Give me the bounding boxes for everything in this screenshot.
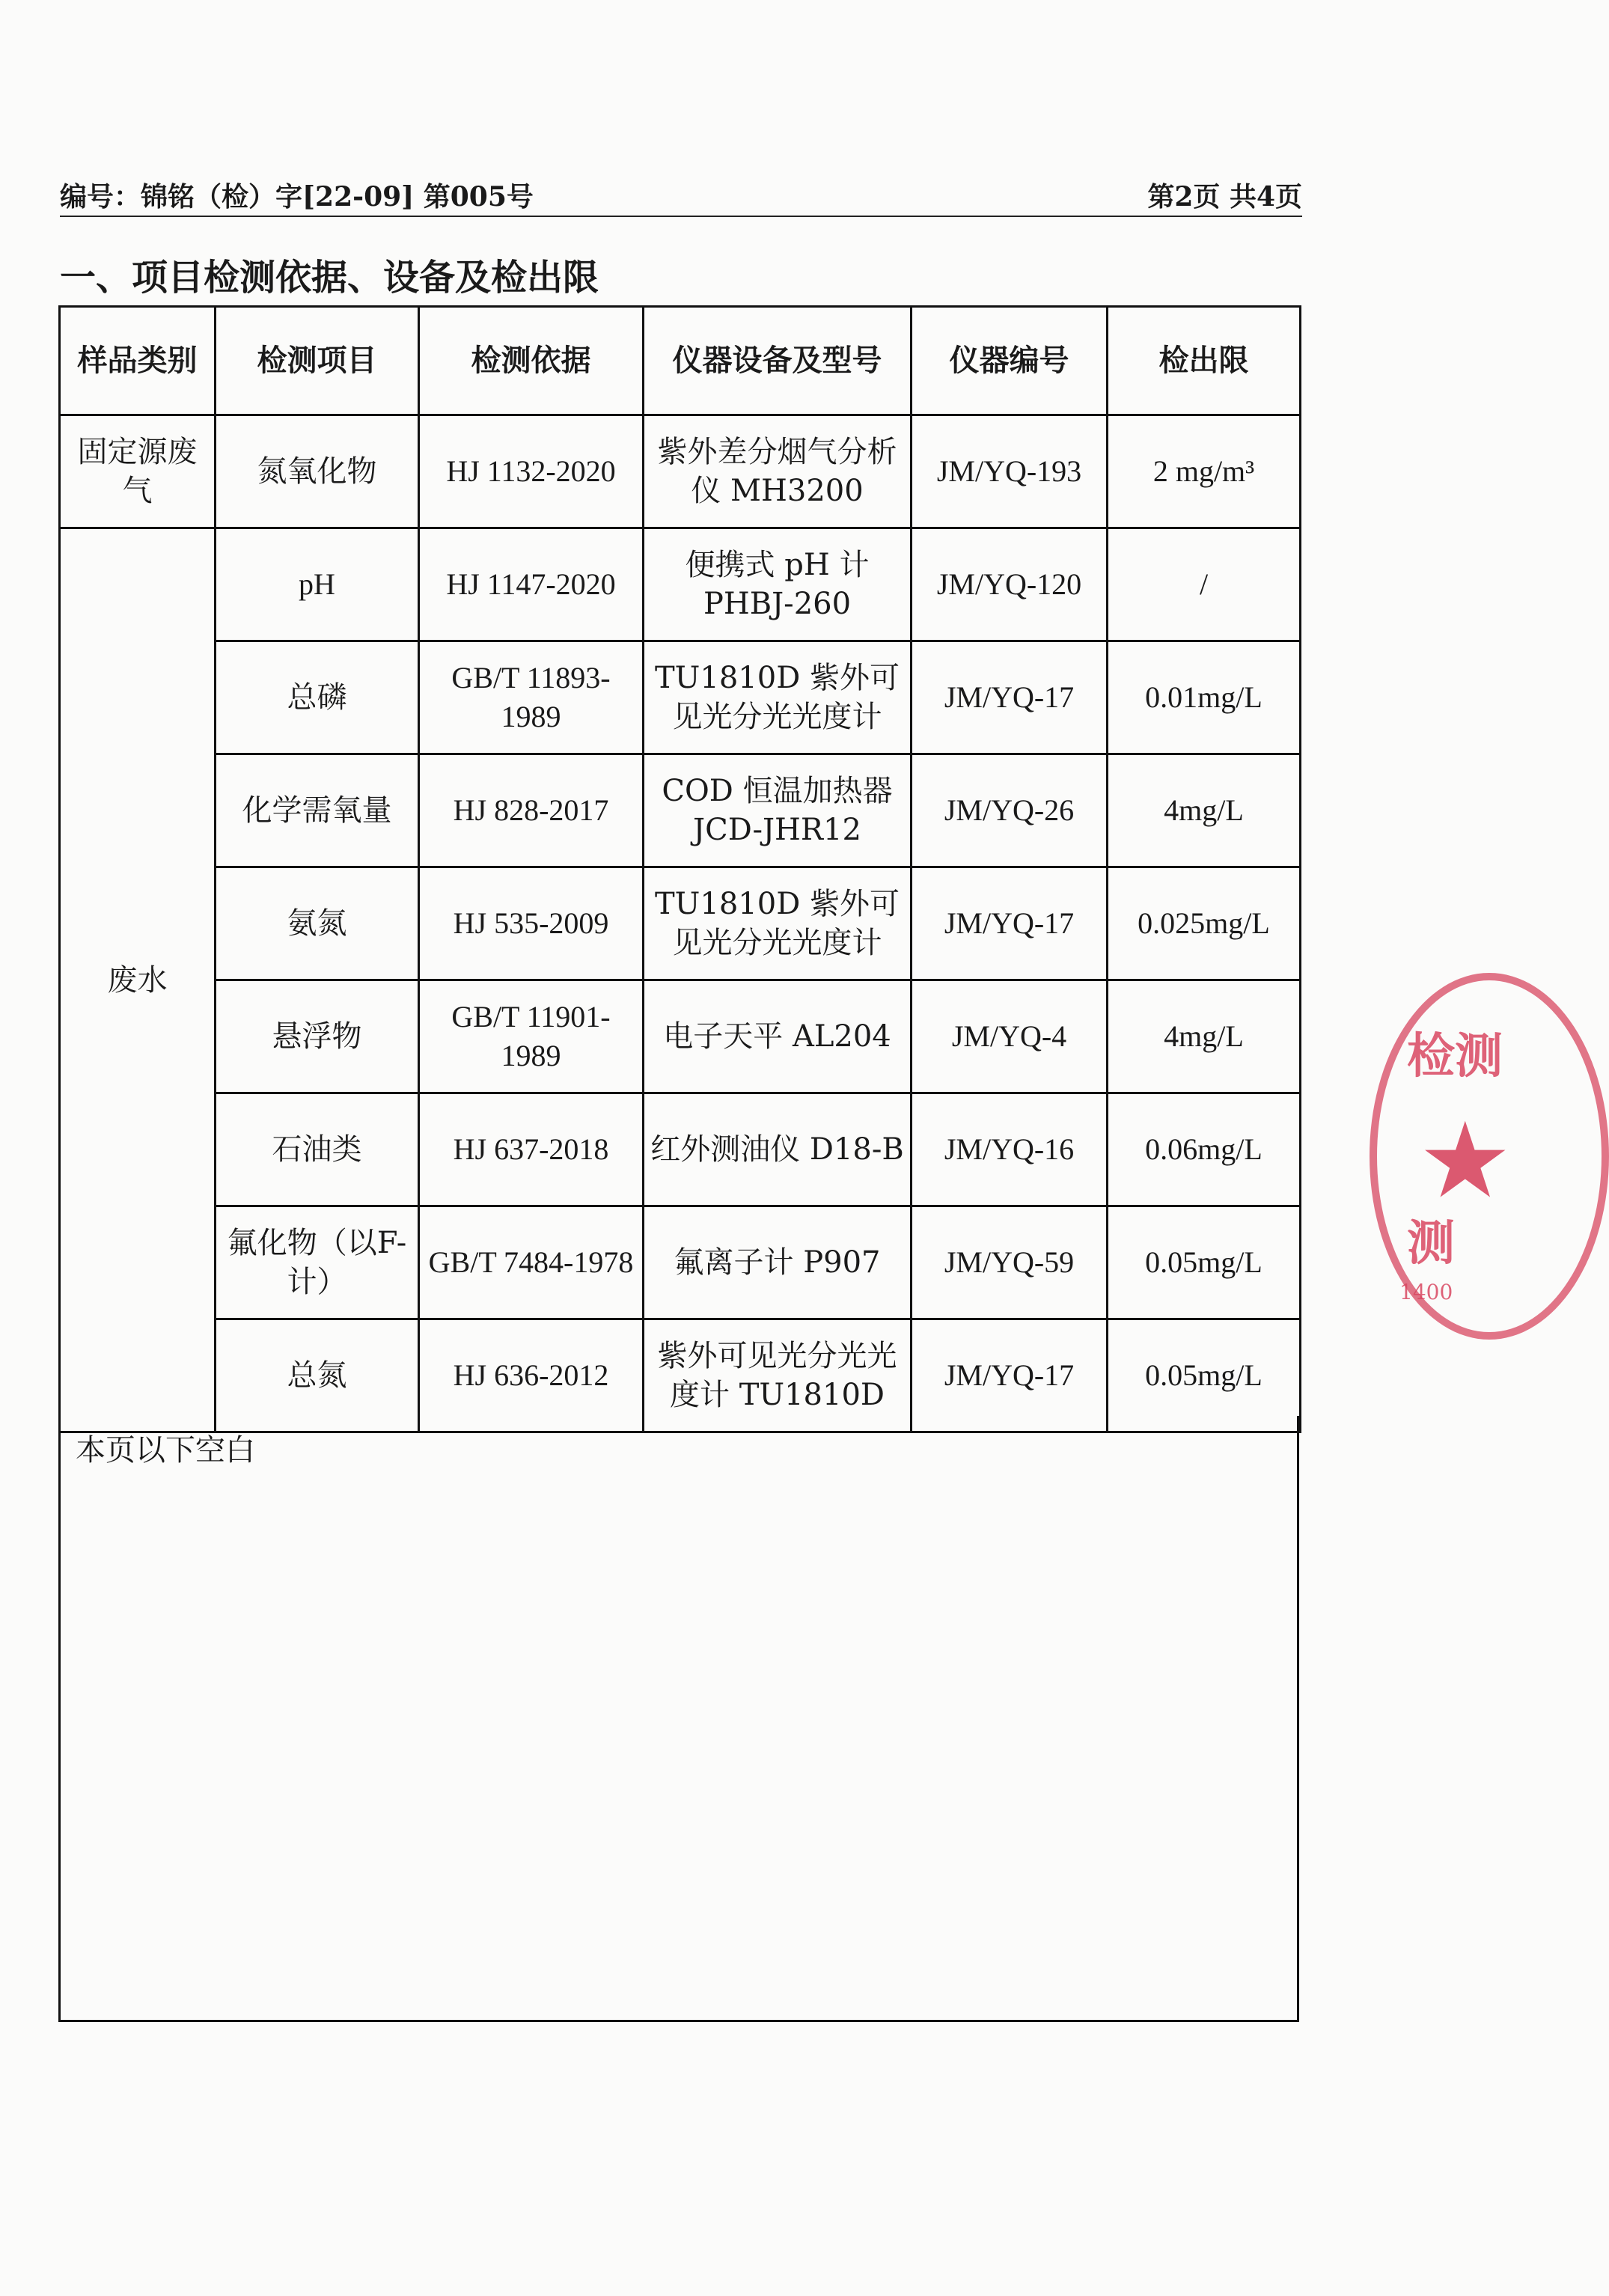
instrument-number-cell: JM/YQ-4 (912, 980, 1108, 1093)
item-cell: 化学需氧量 (216, 754, 419, 867)
column-header: 仪器编号 (912, 307, 1108, 415)
detection-limit-cell: 0.025mg/L (1108, 867, 1301, 980)
column-header: 检测依据 (419, 307, 644, 415)
table-row (60, 641, 1301, 754)
instrument-cell: 电子天平 AL204 (644, 980, 912, 1093)
instrument-cell: TU1810D 紫外可见光分光光度计 (644, 867, 912, 980)
detection-table (58, 305, 1301, 1433)
blank-note: 本页以下空白 (76, 1433, 255, 1468)
instrument-number-cell: JM/YQ-17 (912, 641, 1108, 754)
table-row (60, 980, 1301, 1093)
method-cell: HJ 1132-2020 (419, 415, 644, 528)
blank-area (58, 1416, 1299, 2022)
seal-text-bottom: 测 (1407, 1215, 1455, 1271)
section-title: 一、项目检测依据、设备及检出限 (60, 257, 599, 299)
table-row (60, 528, 1301, 641)
instrument-number-cell: JM/YQ-17 (912, 867, 1108, 980)
document-header (60, 172, 1302, 217)
item-cell: 石油类 (216, 1093, 419, 1206)
item-cell: 总磷 (216, 641, 419, 754)
seal-text-top: 检测 (1407, 1028, 1503, 1084)
item-cell: 氨氮 (216, 867, 419, 980)
instrument-number-cell: JM/YQ-193 (912, 415, 1108, 528)
table-row (60, 867, 1301, 980)
page-info: 第2页 共4页 (1147, 180, 1302, 213)
detection-limit-cell: 0.05mg/L (1108, 1319, 1301, 1432)
detection-limit-cell: 0.05mg/L (1108, 1206, 1301, 1319)
method-cell: HJ 828-2017 (419, 754, 644, 867)
item-cell: 氟化物（以F-计） (216, 1206, 419, 1319)
column-header: 仪器设备及型号 (644, 307, 912, 415)
item-cell: 总氮 (216, 1319, 419, 1432)
document-number: 编号：锦铭（检）字[22-09] 第005号 (60, 180, 534, 213)
instrument-cell: 氟离子计 P907 (644, 1206, 912, 1319)
table-header-row (60, 307, 1301, 415)
instrument-cell: 紫外差分烟气分析仪 MH3200 (644, 415, 912, 528)
detection-limit-cell: 0.01mg/L (1108, 641, 1301, 754)
table-row (60, 415, 1301, 528)
method-cell: HJ 636-2012 (419, 1319, 644, 1432)
instrument-cell: 便携式 pH 计 PHBJ-260 (644, 528, 912, 641)
item-cell: 悬浮物 (216, 980, 419, 1093)
table-row (60, 1319, 1301, 1432)
detection-limit-cell: 2 mg/m³ (1108, 415, 1301, 528)
instrument-cell: 紫外可见光分光光度计 TU1810D (644, 1319, 912, 1432)
instrument-number-cell: JM/YQ-17 (912, 1319, 1108, 1432)
category-cell: 固定源废气 (60, 415, 216, 528)
method-cell: HJ 535-2009 (419, 867, 644, 980)
instrument-number-cell: JM/YQ-120 (912, 528, 1108, 641)
method-cell: HJ 637-2018 (419, 1093, 644, 1206)
item-cell: 氮氧化物 (216, 415, 419, 528)
category-cell: 废水 (60, 528, 216, 1432)
instrument-cell: 红外测油仪 D18-B (644, 1093, 912, 1206)
seal-stamp (1370, 973, 1609, 1340)
instrument-cell: TU1810D 紫外可见光分光光度计 (644, 641, 912, 754)
seal-number: 1400 (1399, 1280, 1453, 1304)
detection-limit-cell: 4mg/L (1108, 980, 1301, 1093)
table-row (60, 1093, 1301, 1206)
detection-limit-cell: 4mg/L (1108, 754, 1301, 867)
header-divider (60, 216, 1302, 217)
table-row (60, 754, 1301, 867)
method-cell: HJ 1147-2020 (419, 528, 644, 641)
item-cell: pH (216, 528, 419, 641)
method-cell: GB/T 7484-1978 (419, 1206, 644, 1319)
detection-limit-cell: / (1108, 528, 1301, 641)
instrument-number-cell: JM/YQ-16 (912, 1093, 1108, 1206)
table-row (60, 1206, 1301, 1319)
column-header: 样品类别 (60, 307, 216, 415)
star-icon: ★ (1418, 1100, 1512, 1222)
column-header: 检测项目 (216, 307, 419, 415)
instrument-cell: COD 恒温加热器 JCD-JHR12 (644, 754, 912, 867)
column-header: 检出限 (1108, 307, 1301, 415)
detection-limit-cell: 0.06mg/L (1108, 1093, 1301, 1206)
method-cell: GB/T 11893-1989 (419, 641, 644, 754)
instrument-number-cell: JM/YQ-59 (912, 1206, 1108, 1319)
method-cell: GB/T 11901-1989 (419, 980, 644, 1093)
instrument-number-cell: JM/YQ-26 (912, 754, 1108, 867)
